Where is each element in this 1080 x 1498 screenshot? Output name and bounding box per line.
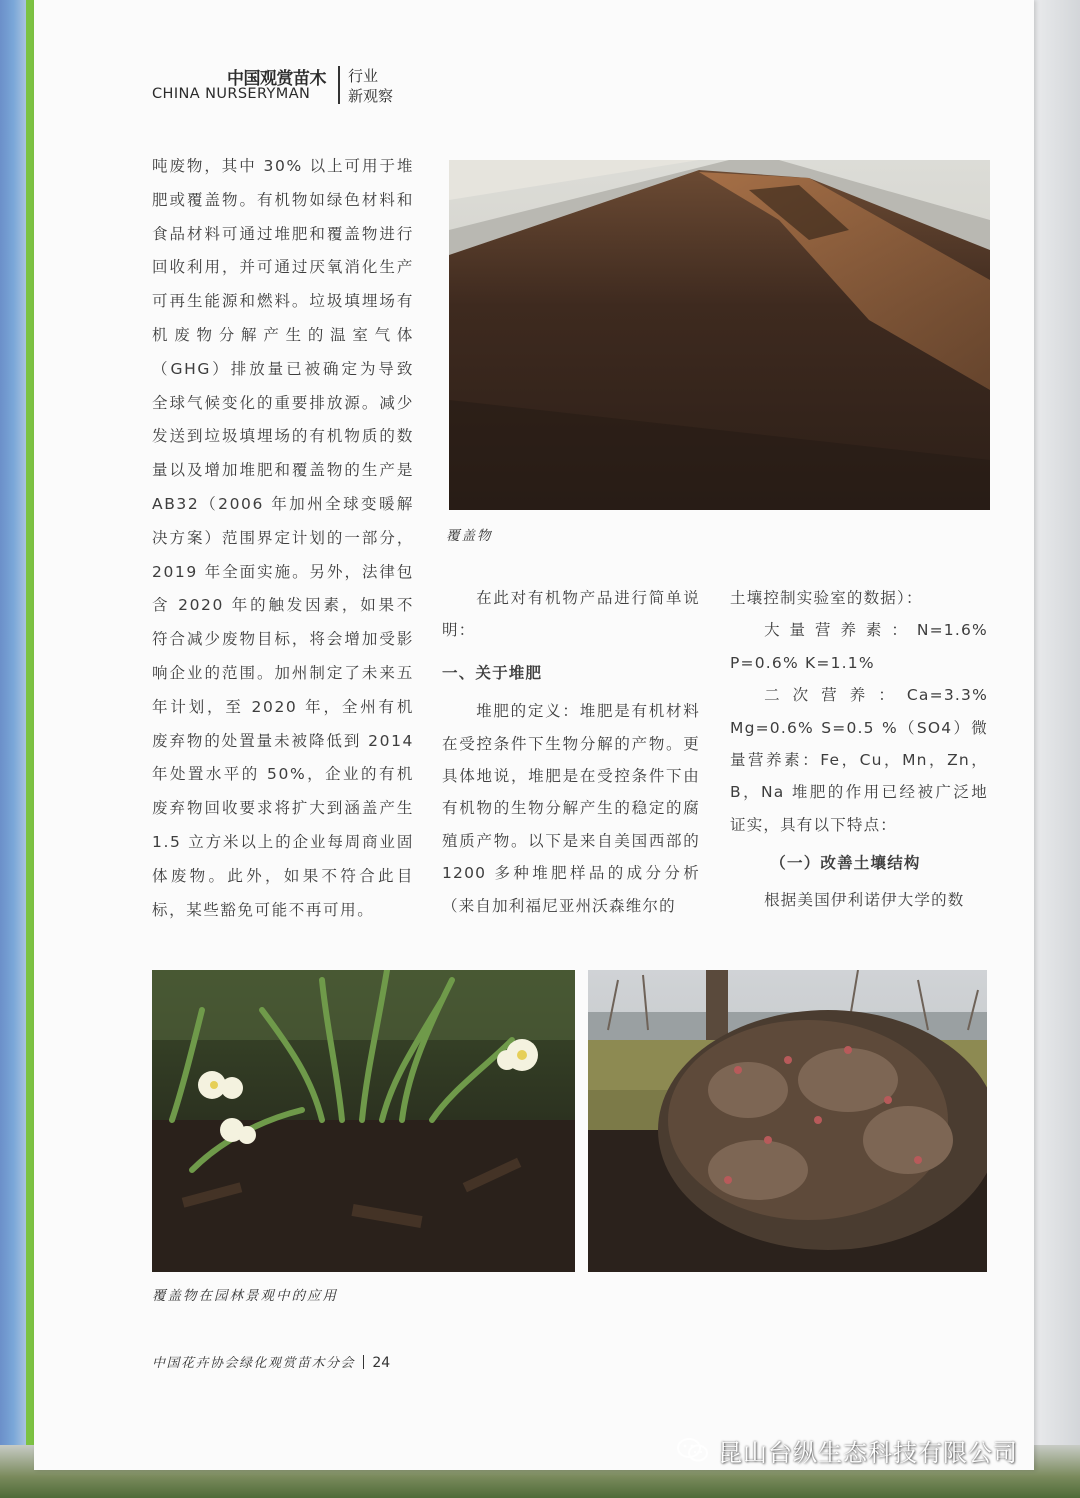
magazine-title-cn: 中国观赏苗木 [227, 69, 326, 89]
mulch-path-photo [449, 160, 990, 510]
last-line-paragraph: 根据美国伊利诺伊大学的数 [764, 890, 965, 909]
wechat-watermark [676, 1432, 1018, 1468]
subheading-soil-structure: （一）改善土壤结构 [770, 854, 921, 873]
wechat-icon [676, 1437, 710, 1463]
left-column-paragraph: 吨废物，其中 30% 以上可用于堆肥或覆盖物。有机物如绿色材料和食品材料可通过堆肥和覆盖物进行回收利用，并可通过厌氧消化生产可再生能源和燃料。垃圾填埋场有机废物分解产生的温室气体（GHG）排放量已被确定为导致全球气候变化的重要排放源。减少发送到垃圾填埋场的有机物质的数量以及增加堆肥和覆盖物的生产是 AB32（2006 年加州全球变暖解决方案）范围界定计划的一部分，2019 年全面实施。另外，法律包含 2020 年的触发因素，如果不符合减少废物目标，将会增加受影响企业的范围。加州制定了未来五年计划，至 2020 年，全州有机废弃物的处置量未被降低到 2014 年处置水平的 50%，企业的有机废弃物回收要求将扩大到涵盖产生 1.5 立方米以上的企业每周商业固体废物。此外，如果不符合此目标，某些豁免可能不再可用。 [152, 157, 414, 919]
compost-definition-paragraph: 堆肥的定义：堆肥是有机材料在受控条件下生物分解的产物。更具体地说，堆肥是在受控条件下由有机物的生物分解产生的稳定的腐殖质产物。以下是来自美国西部的 1200 多种堆肥样品的成分分析（来自加利福尼亚州沃森维尔的 [442, 702, 700, 915]
top-photo-caption: 覆盖物 [446, 528, 493, 544]
intro-paragraph: 在此对有机物产品进行简单说明： [442, 589, 700, 640]
section-label-line2: 新观察 [348, 87, 394, 105]
continuation-paragraph: 土壤控制实验室的数据）： [730, 589, 923, 607]
watermark-company-name: 昆山台纵生态科技有限公司 [718, 1438, 1018, 1467]
shrub-mulch-bed-photo [588, 970, 987, 1272]
section-label-line1: 行业 [348, 67, 379, 85]
middle-text-column [442, 582, 700, 922]
section-heading-compost: 一、关于堆肥 [442, 663, 543, 682]
right-text-column [730, 582, 988, 916]
masthead-divider [338, 66, 340, 104]
macro-nutrients-paragraph: 大量营养素：N=1.6% P=0.6% K=1.1% [730, 621, 988, 672]
bottom-photos-caption: 覆盖物在园林景观中的应用 [152, 1288, 338, 1304]
footer-divider [363, 1355, 364, 1369]
scan-edge-right [1034, 0, 1080, 1498]
page-number: 24 [372, 1355, 391, 1371]
scan-edge-green-stripe [26, 0, 34, 1498]
footer-publisher: 中国花卉协会绿化观赏苗木分会 [152, 1356, 356, 1371]
page-footer [152, 1352, 390, 1371]
secondary-nutrients-paragraph: 二次营养：Ca=3.3% Mg=0.6% S=0.5 %（SO4）微量营养素：Fe，Cu，Mn，Zn，B，Na 堆肥的作用已经被广泛地证实，具有以下特点： [730, 686, 988, 834]
left-text-column [152, 150, 414, 927]
magazine-title-en: CHINA NURSERYMAN [152, 86, 311, 102]
daffodil-mulch-photo [152, 970, 575, 1272]
masthead [152, 62, 412, 106]
